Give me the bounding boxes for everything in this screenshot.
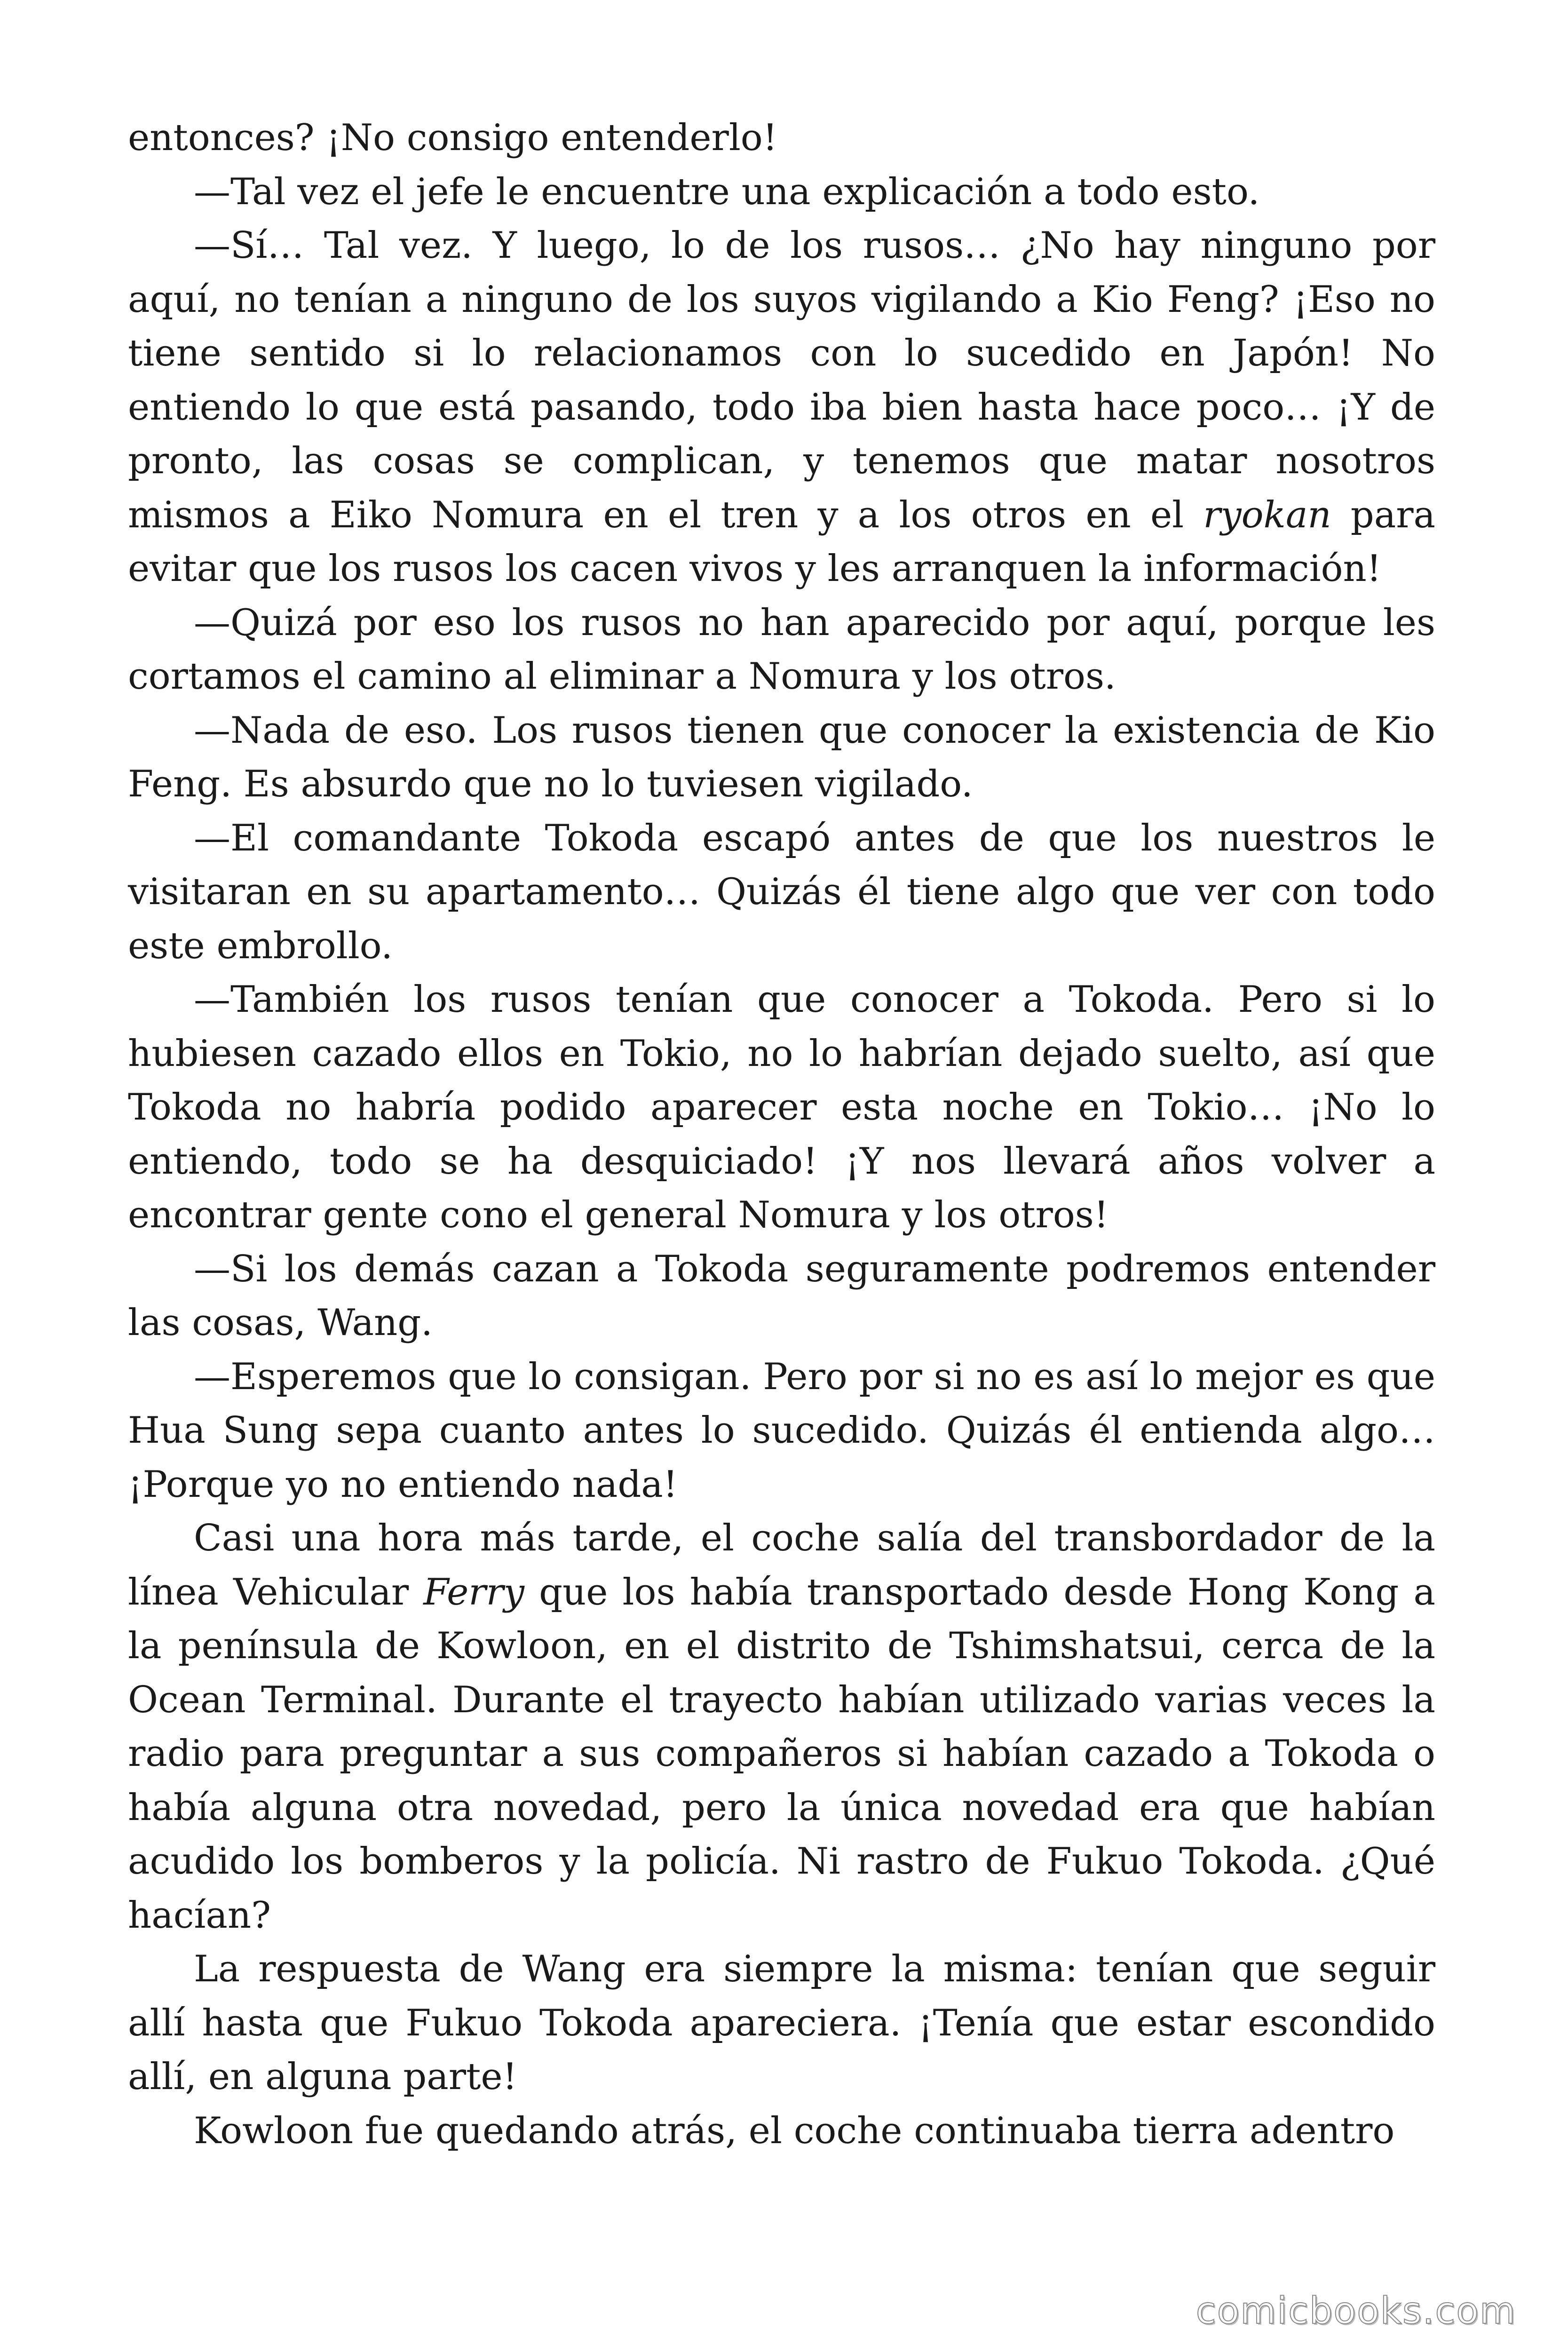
italic-text: Ferry: [423, 1571, 524, 1613]
text-run: —El comandante Tokoda escapó antes de que los nuestros le visitaran en su apartamento… Quizás él tiene algo que ver con todo este embrollo.: [128, 817, 1435, 967]
paragraph: [128, 811, 1435, 973]
paragraph: [128, 165, 1435, 219]
text-run: Kowloon fue quedando atrás, el coche continuaba tierra adentro: [194, 2109, 1395, 2152]
italic-text: ryokan: [1203, 493, 1331, 536]
paragraph: [128, 2104, 1435, 2158]
text-run: Casi una hora más tarde, el coche salía del transbordador de la línea Vehicular: [128, 1517, 1435, 1613]
paragraph: [128, 596, 1435, 704]
text-run: entonces? ¡No consigo entenderlo!: [128, 117, 778, 159]
paragraph: [128, 704, 1435, 811]
text-run: —Si los demás cazan a Tokoda seguramente podremos entender las cosas, Wang.: [128, 1248, 1435, 1344]
paragraph: [128, 1350, 1435, 1512]
watermark-logo: comicbooks.com: [1196, 2290, 1516, 2332]
paragraph: [128, 219, 1435, 596]
text-run: —Sí… Tal vez. Y luego, lo de los rusos… ¿No hay ninguno por aquí, no tenían a ninguno de los suyos vigilando a Kio Feng? ¡Eso no tiene sentido si lo relacionamos con lo sucedido en Japón! No entiendo lo que está pasando, todo iba bien hasta hace poco… ¡Y de pronto, las cosas se complican, y tenemos que matar nosotros mismos a Eiko Nomura en el tren y a los otros en el: [128, 224, 1435, 536]
paragraph: [128, 111, 1435, 165]
body-text: [128, 111, 1435, 2158]
text-run: La respuesta de Wang era siempre la misma: tenían que seguir allí hasta que Fukuo Tokoda apareciera. ¡Tenía que estar escondido allí, en alguna parte!: [128, 1948, 1435, 2098]
text-run: —Quizá por eso los rusos no han aparecido por aquí, porque les cortamos el camino al eliminar a Nomura y los otros.: [128, 601, 1435, 698]
paragraph: [128, 1511, 1435, 1942]
paragraph: [128, 1942, 1435, 2104]
text-run: que los había transportado desde Hong Kong a la península de Kowloon, en el distrito de Tshimshatsui, cerca de la Ocean Terminal. Durante el trayecto habían utilizado varias veces la radio para preguntar a sus compañeros si habían cazado a Tokoda o había alguna otra novedad, pero la única novedad era que habían acudido los bomberos y la policía. Ni rastro de Fukuo Tokoda. ¿Qué hacían?: [128, 1571, 1435, 1937]
text-run: —Tal vez el jefe le encuentre una explicación a todo esto.: [194, 170, 1260, 213]
text-run: para evitar que los rusos los cacen vivos y les arranquen la información!: [128, 493, 1435, 590]
text-run: —Nada de eso. Los rusos tienen que conocer la existencia de Kio Feng. Es absurdo que no lo tuviesen vigilado.: [128, 709, 1435, 805]
text-run: —Esperemos que lo consigan. Pero por si no es así lo mejor es que Hua Sung sepa cuanto antes lo sucedido. Quizás él entienda algo… ¡Porque yo no entiendo nada!: [128, 1355, 1435, 1506]
text-run: —También los rusos tenían que conocer a Tokoda. Pero si lo hubiesen cazado ellos en Tokio, no lo habrían dejado suelto, así que Tokoda no habría podido aparecer esta noche en Tokio… ¡No lo entiendo, todo se ha desquiciado! ¡Y nos llevará años volver a encontrar gente cono el general Nomura y los otros!: [128, 978, 1435, 1236]
paragraph: [128, 973, 1435, 1242]
paragraph: [128, 1242, 1435, 1350]
